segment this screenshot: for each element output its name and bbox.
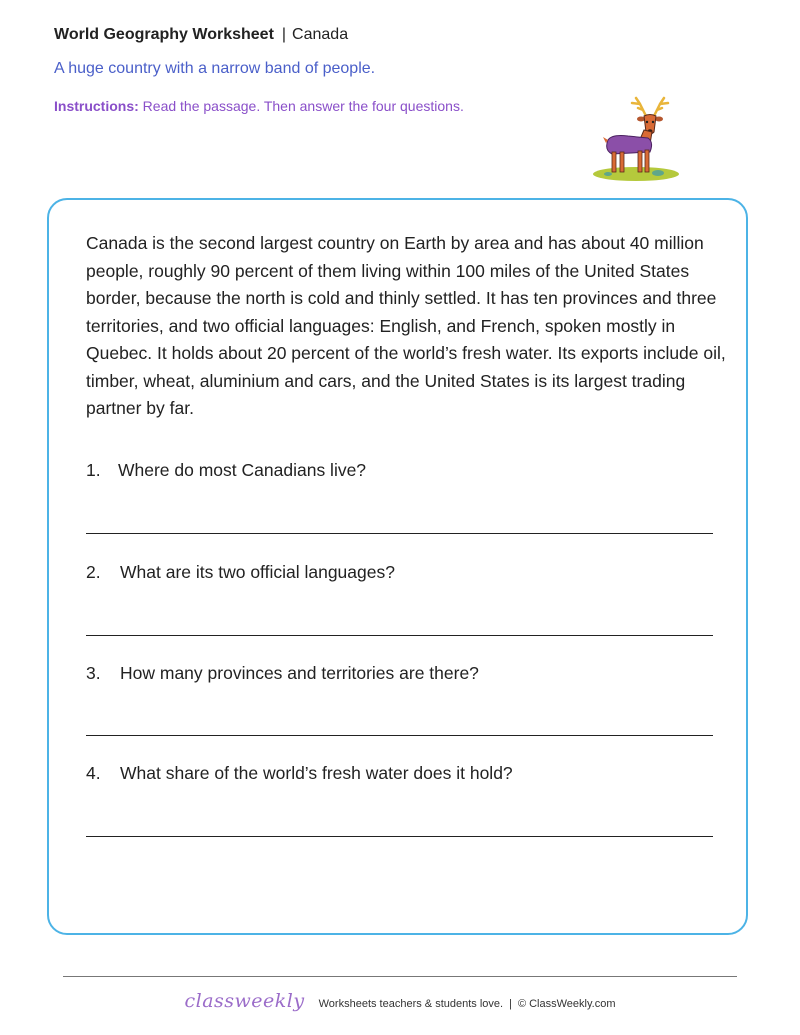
footer-separator: |	[509, 998, 512, 1010]
worksheet-header	[54, 26, 348, 44]
question-1	[86, 460, 366, 481]
question-text: Where do most Canadians live?	[118, 460, 367, 480]
question-3	[86, 663, 479, 684]
question-text: How many provinces and territories are there?	[120, 663, 479, 683]
answer-line-1[interactable]	[86, 533, 713, 534]
answer-line-4[interactable]	[86, 836, 713, 837]
instructions	[54, 98, 464, 114]
footer-copyright: © ClassWeekly.com	[517, 998, 616, 1010]
question-number: 1.	[86, 460, 101, 480]
question-2	[86, 562, 395, 583]
answer-line-2[interactable]	[86, 635, 713, 636]
worksheet-subtitle: A huge country with a narrow band of people.	[54, 60, 376, 77]
worksheet-title: World Geography Worksheet	[54, 26, 274, 43]
instructions-text: Read the passage. Then answer the four questions.	[142, 98, 464, 114]
question-number: 2.	[86, 562, 101, 582]
question-text: What are its two official languages?	[120, 562, 395, 582]
reading-passage: Canada is the second largest country on Earth by area and has about 40 million people, roughly 90 percent of them living within 100 miles of the United States border, because the north is cold and thinly settled. It has ten provinces and three territories, and two official languages: English, and French, spoken mostly in Quebec. It holds about 20 percent of the world’s fresh water. Its exports include oil, timber, wheat, aluminium and cars, and the United States is its largest trading partner by far.	[86, 233, 726, 418]
question-4	[86, 763, 513, 784]
instructions-label: Instructions:	[54, 98, 139, 114]
brand-logo: classweekly	[184, 990, 305, 1012]
footer	[0, 990, 800, 1012]
answer-line-3[interactable]	[86, 735, 713, 736]
deer-icon	[588, 94, 684, 184]
question-number: 4.	[86, 763, 101, 783]
footer-divider	[63, 976, 737, 977]
question-text: What share of the world’s fresh water does it hold?	[120, 763, 513, 783]
header-separator: |	[281, 26, 287, 43]
footer-tagline: Worksheets teachers & students love.	[318, 998, 504, 1010]
worksheet-topic: Canada	[292, 26, 349, 43]
question-number: 3.	[86, 663, 101, 683]
